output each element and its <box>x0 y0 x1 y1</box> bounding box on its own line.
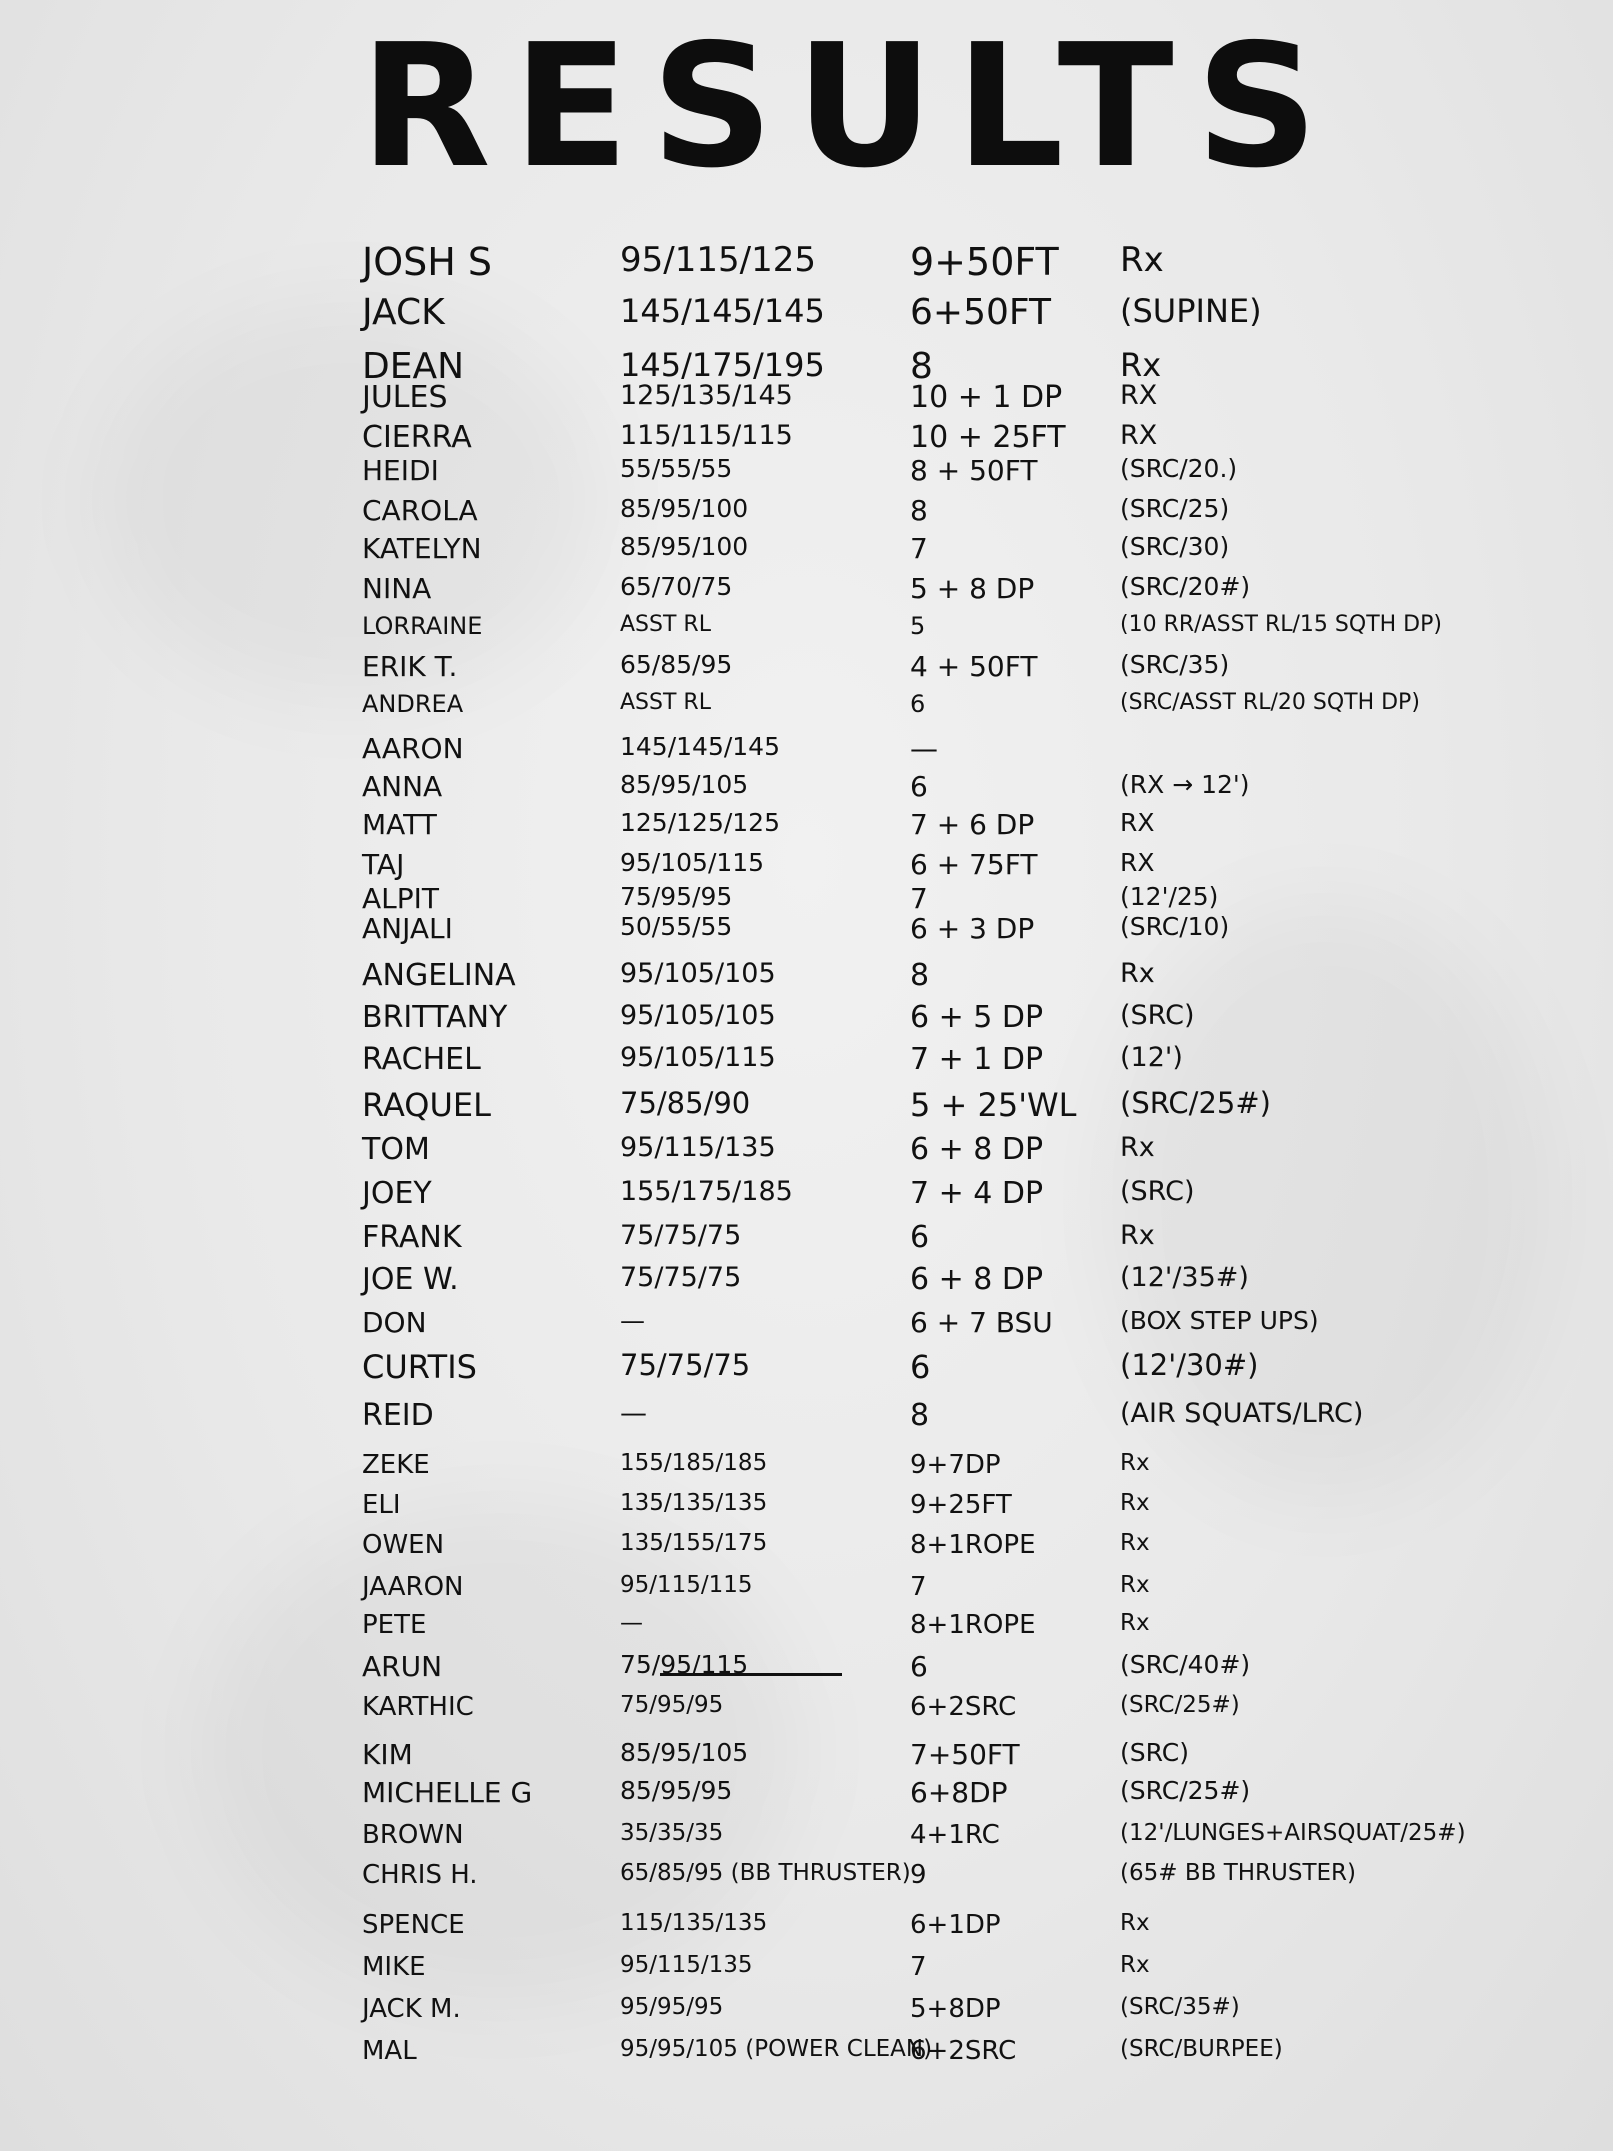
weights-value: 75/95/95 <box>620 1692 724 1718</box>
score-value: 6+1DP <box>910 1910 1001 1940</box>
score-value: 6+2SRC <box>910 1692 1017 1722</box>
result-row <box>0 2036 1613 2068</box>
score-value: 7 + 1 DP <box>910 1042 1044 1077</box>
result-row <box>0 1306 1613 1340</box>
result-row <box>0 420 1613 456</box>
note-value: (SRC) <box>1120 1738 1189 1767</box>
note-value: Rx <box>1120 1910 1150 1936</box>
weights-value: — <box>620 1398 647 1429</box>
score-value: 5 + 25'WL <box>910 1086 1077 1124</box>
weights-value: 95/95/105 (POWER CLEAN) <box>620 2036 933 2062</box>
note-value: (SRC/20.) <box>1120 454 1238 483</box>
weights-value: 95/95/95 <box>620 1994 724 2020</box>
result-row <box>0 1952 1613 1984</box>
weights-value: 135/135/135 <box>620 1490 768 1516</box>
athlete-name: RAQUEL <box>362 1086 491 1124</box>
divider-line <box>660 1673 842 1676</box>
athlete-name: REID <box>362 1398 434 1433</box>
note-value: Rx <box>1120 1132 1155 1163</box>
result-row <box>0 1086 1613 1124</box>
weights-value: 85/95/105 <box>620 1738 749 1767</box>
note-value: (SRC) <box>1120 1176 1195 1207</box>
athlete-name: KATELYN <box>362 532 482 565</box>
result-row <box>0 1860 1613 1892</box>
athlete-name: ZEKE <box>362 1450 430 1480</box>
weights-value: 95/105/105 <box>620 958 776 989</box>
weights-value: 95/115/135 <box>620 1952 753 1978</box>
score-value: — <box>910 732 938 765</box>
athlete-name: SPENCE <box>362 1910 465 1940</box>
result-row <box>0 1042 1613 1078</box>
athlete-name: JAARON <box>362 1572 464 1602</box>
note-value: Rx <box>1120 1952 1150 1978</box>
athlete-name: JACK M. <box>362 1994 461 2024</box>
note-value: (SRC/25#) <box>1120 1776 1251 1805</box>
score-value: 6+2SRC <box>910 2036 1017 2066</box>
result-row <box>0 912 1613 946</box>
result-row <box>0 1530 1613 1562</box>
weights-value: 115/135/135 <box>620 1910 768 1936</box>
weights-value: 75/75/75 <box>620 1220 742 1251</box>
athlete-name: CURTIS <box>362 1348 477 1386</box>
result-row <box>0 1738 1613 1772</box>
result-row <box>0 1000 1613 1036</box>
athlete-name: JOSH S <box>362 240 493 284</box>
athlete-name: MAL <box>362 2036 417 2066</box>
result-row <box>0 454 1613 488</box>
athlete-name: JULES <box>362 380 448 415</box>
result-row <box>0 690 1613 720</box>
weights-value: 35/35/35 <box>620 1820 724 1846</box>
score-value: 6 <box>910 690 926 718</box>
weights-value: 65/85/95 (BB THRUSTER) <box>620 1860 911 1886</box>
weights-value: 75/95/115 <box>620 1650 749 1679</box>
score-value: 9+7DP <box>910 1450 1001 1480</box>
note-value: (BOX STEP UPS) <box>1120 1306 1319 1335</box>
note-value: RX <box>1120 420 1158 451</box>
result-row <box>0 1820 1613 1852</box>
result-row <box>0 1572 1613 1604</box>
score-value: 8 <box>910 494 928 527</box>
weights-value: 145/145/145 <box>620 732 780 761</box>
athlete-name: CIERRA <box>362 420 472 455</box>
result-row <box>0 240 1613 284</box>
note-value: (12') <box>1120 1042 1183 1073</box>
note-value: RX <box>1120 848 1155 877</box>
athlete-name: NINA <box>362 572 432 605</box>
score-value: 8 + 50FT <box>910 454 1038 487</box>
weights-value: ASST RL <box>620 612 711 637</box>
score-value: 7 <box>910 1572 927 1602</box>
athlete-name: JACK <box>362 292 445 333</box>
weights-value: 85/95/105 <box>620 770 749 799</box>
athlete-name: KIM <box>362 1738 413 1771</box>
weights-value: 75/95/95 <box>620 882 733 911</box>
weights-value: 95/115/135 <box>620 1132 776 1163</box>
note-value: Rx <box>1120 1490 1150 1516</box>
score-value: 8 <box>910 958 930 993</box>
athlete-name: MIKE <box>362 1952 426 1982</box>
score-value: 8 <box>910 346 933 387</box>
score-value: 10 + 25FT <box>910 420 1066 455</box>
result-row <box>0 650 1613 684</box>
score-value: 7 <box>910 532 928 565</box>
weights-value: 145/145/145 <box>620 292 825 330</box>
result-row <box>0 532 1613 566</box>
result-row <box>0 1132 1613 1168</box>
note-value: (SRC/20#) <box>1120 572 1251 601</box>
result-row <box>0 1220 1613 1256</box>
note-value: Rx <box>1120 1572 1150 1598</box>
athlete-name: PETE <box>362 1610 427 1640</box>
weights-value: 85/95/100 <box>620 494 749 523</box>
result-row <box>0 292 1613 334</box>
result-row <box>0 380 1613 416</box>
board-title: RESULTS <box>360 8 1341 206</box>
result-row <box>0 1650 1613 1684</box>
weights-value: 50/55/55 <box>620 912 733 941</box>
athlete-name: ERIK T. <box>362 650 458 683</box>
result-row <box>0 882 1613 916</box>
score-value: 9+50FT <box>910 240 1059 284</box>
score-value: 6 + 8 DP <box>910 1132 1044 1167</box>
athlete-name: ANGELINA <box>362 958 516 993</box>
athlete-name: FRANK <box>362 1220 462 1255</box>
athlete-name: ARUN <box>362 1650 443 1683</box>
score-value: 6+8DP <box>910 1776 1008 1809</box>
note-value: Rx <box>1120 1530 1150 1556</box>
athlete-name: LORRAINE <box>362 612 483 640</box>
athlete-name: HEIDI <box>362 454 439 487</box>
score-value: 6 + 5 DP <box>910 1000 1044 1035</box>
score-value: 6 + 3 DP <box>910 912 1035 945</box>
note-value: (12'/LUNGES+AIRSQUAT/25#) <box>1120 1820 1466 1846</box>
result-row <box>0 958 1613 994</box>
weights-value: 155/185/185 <box>620 1450 768 1476</box>
note-value: Rx <box>1120 958 1155 989</box>
weights-value: 95/105/105 <box>620 1000 776 1031</box>
note-value: RX <box>1120 380 1158 411</box>
weights-value: 75/75/75 <box>620 1262 742 1293</box>
athlete-name: CHRIS H. <box>362 1860 478 1890</box>
note-value: Rx <box>1120 346 1162 384</box>
athlete-name: MICHELLE G <box>362 1776 533 1809</box>
athlete-name: DEAN <box>362 346 465 387</box>
weights-value: ASST RL <box>620 690 711 715</box>
score-value: 6 <box>910 770 928 803</box>
result-row <box>0 1450 1613 1482</box>
score-value: 6 <box>910 1650 928 1683</box>
score-value: 5 + 8 DP <box>910 572 1035 605</box>
score-value: 4+1RC <box>910 1820 1000 1850</box>
weights-value: 95/115/115 <box>620 1572 753 1598</box>
weights-value: 65/85/95 <box>620 650 733 679</box>
result-row <box>0 1176 1613 1212</box>
score-value: 7+50FT <box>910 1738 1020 1771</box>
note-value: (AIR SQUATS/LRC) <box>1120 1398 1364 1429</box>
note-value: (SRC/10) <box>1120 912 1230 941</box>
result-row <box>0 808 1613 842</box>
athlete-name: ELI <box>362 1490 401 1520</box>
note-value: (10 RR/ASST RL/15 SQTH DP) <box>1120 612 1442 637</box>
result-row <box>0 1910 1613 1942</box>
weights-value: 65/70/75 <box>620 572 733 601</box>
athlete-name: KARTHIC <box>362 1692 474 1722</box>
athlete-name: ALPIT <box>362 882 439 915</box>
note-value: Rx <box>1120 1450 1150 1476</box>
note-value: (SRC/35#) <box>1120 1994 1240 2020</box>
score-value: 6 + 75FT <box>910 848 1038 881</box>
score-value: 6 <box>910 1220 930 1255</box>
score-value: 8+1ROPE <box>910 1610 1036 1640</box>
score-value: 9 <box>910 1860 927 1890</box>
score-value: 7 + 4 DP <box>910 1176 1044 1211</box>
score-value: 7 <box>910 1952 927 1982</box>
result-row <box>0 1262 1613 1298</box>
weights-value: 95/105/115 <box>620 848 765 877</box>
athlete-name: TAJ <box>362 848 405 881</box>
athlete-name: JOEY <box>362 1176 432 1211</box>
athlete-name: ANJALI <box>362 912 453 945</box>
result-row <box>0 848 1613 882</box>
result-row <box>0 1610 1613 1642</box>
athlete-name: JOE W. <box>362 1262 459 1297</box>
note-value: (SRC/35) <box>1120 650 1230 679</box>
score-value: 6 + 7 BSU <box>910 1306 1053 1339</box>
athlete-name: DON <box>362 1306 427 1339</box>
note-value: (SRC/30) <box>1120 532 1230 561</box>
note-value: (SRC) <box>1120 1000 1195 1031</box>
result-row <box>0 1692 1613 1724</box>
note-value: (65# BB THRUSTER) <box>1120 1860 1356 1886</box>
note-value: Rx <box>1120 1610 1150 1636</box>
weights-value: 55/55/55 <box>620 454 733 483</box>
athlete-name: OWEN <box>362 1530 445 1560</box>
weights-value: 135/155/175 <box>620 1530 768 1556</box>
note-value: (SUPINE) <box>1120 292 1262 330</box>
athlete-name: RACHEL <box>362 1042 481 1077</box>
score-value: 4 + 50FT <box>910 650 1038 683</box>
weights-value: 95/105/115 <box>620 1042 776 1073</box>
result-row <box>0 1490 1613 1522</box>
note-value: (RX → 12') <box>1120 770 1250 799</box>
score-value: 10 + 1 DP <box>910 380 1063 415</box>
weights-value: — <box>620 1610 643 1636</box>
note-value: (SRC/25#) <box>1120 1692 1240 1718</box>
note-value: Rx <box>1120 240 1164 280</box>
athlete-name: ANDREA <box>362 690 464 718</box>
result-row <box>0 612 1613 642</box>
athlete-name: CAROLA <box>362 494 478 527</box>
athlete-name: AARON <box>362 732 464 765</box>
weights-value: 85/95/95 <box>620 1776 733 1805</box>
weights-value: 125/135/145 <box>620 380 793 411</box>
note-value: (12'/30#) <box>1120 1348 1259 1382</box>
note-value: (12'/25) <box>1120 882 1219 911</box>
score-value: 7 <box>910 882 928 915</box>
note-value: (SRC/BURPEE) <box>1120 2036 1283 2062</box>
note-value: Rx <box>1120 1220 1155 1251</box>
score-value: 8 <box>910 1398 930 1433</box>
score-value: 5+8DP <box>910 1994 1001 2024</box>
note-value: (SRC/40#) <box>1120 1650 1251 1679</box>
weights-value: 75/85/90 <box>620 1086 751 1120</box>
athlete-name: BRITTANY <box>362 1000 508 1035</box>
weights-value: 155/175/185 <box>620 1176 793 1207</box>
weights-value: 85/95/100 <box>620 532 749 561</box>
weights-value: 75/75/75 <box>620 1348 751 1382</box>
athlete-name: ANNA <box>362 770 443 803</box>
score-value: 9+25FT <box>910 1490 1012 1520</box>
result-row <box>0 1776 1613 1810</box>
weights-value: — <box>620 1306 645 1335</box>
score-value: 6 + 8 DP <box>910 1262 1044 1297</box>
result-row <box>0 1994 1613 2026</box>
score-value: 6 <box>910 1348 931 1386</box>
athlete-name: BROWN <box>362 1820 464 1850</box>
result-row <box>0 572 1613 606</box>
result-row <box>0 770 1613 804</box>
score-value: 5 <box>910 612 926 640</box>
note-value: (SRC/ASST RL/20 SQTH DP) <box>1120 690 1420 715</box>
athlete-name: MATT <box>362 808 437 841</box>
note-value: (12'/35#) <box>1120 1262 1249 1293</box>
result-row <box>0 1348 1613 1386</box>
note-value: (SRC/25) <box>1120 494 1230 523</box>
score-value: 7 + 6 DP <box>910 808 1035 841</box>
athlete-name: TOM <box>362 1132 430 1167</box>
note-value: (SRC/25#) <box>1120 1086 1271 1120</box>
weights-value: 95/115/125 <box>620 240 816 280</box>
weights-value: 125/125/125 <box>620 808 780 837</box>
weights-value: 115/115/115 <box>620 420 793 451</box>
note-value: RX <box>1120 808 1155 837</box>
weights-value: 145/175/195 <box>620 346 825 384</box>
result-row <box>0 732 1613 766</box>
result-row <box>0 1398 1613 1434</box>
result-row <box>0 494 1613 528</box>
score-value: 8+1ROPE <box>910 1530 1036 1560</box>
score-value: 6+50FT <box>910 292 1051 333</box>
